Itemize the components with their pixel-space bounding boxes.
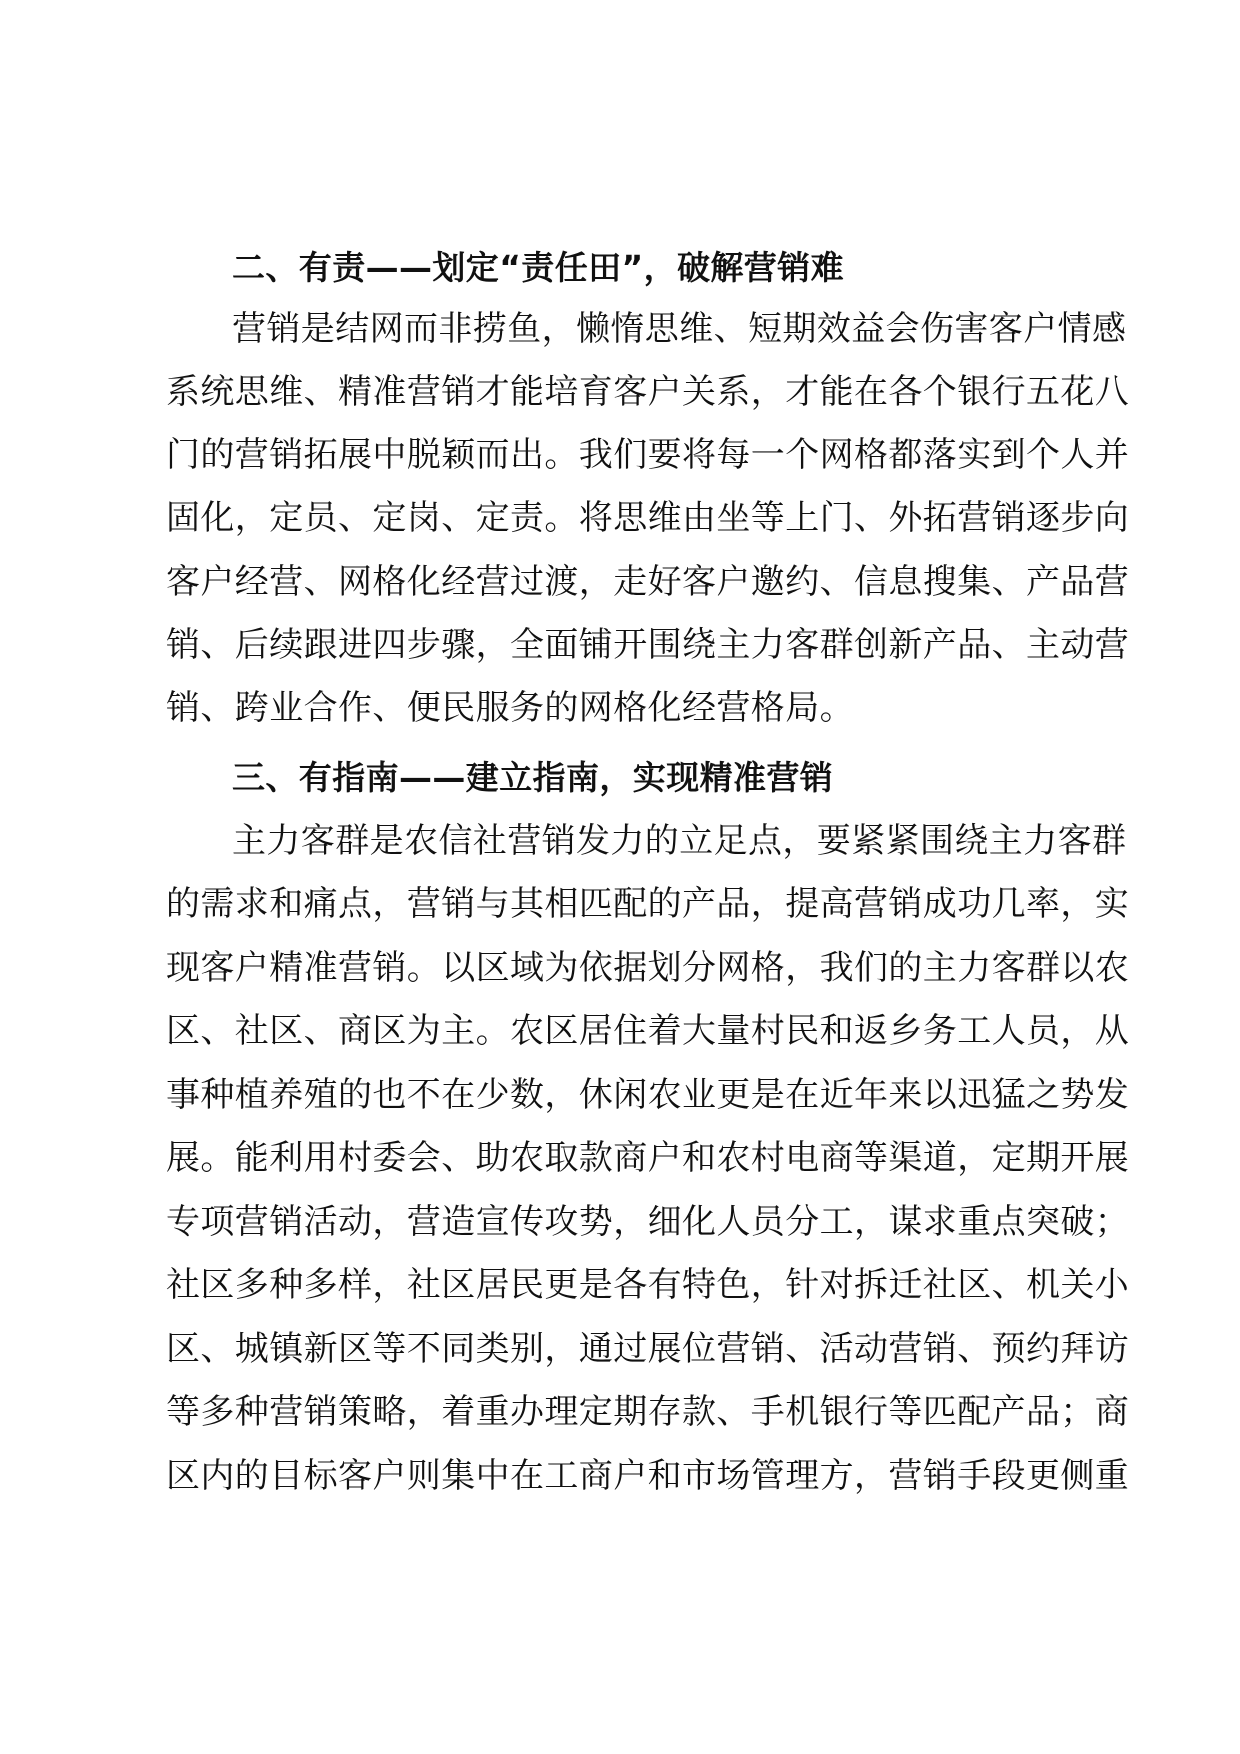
section-heading: 二、有责——划定“责任田”，破解营销难	[232, 248, 844, 287]
paragraph-line: 营销是结网而非捞鱼，懒惰思维、短期效益会伤害客户情感	[232, 309, 1127, 349]
paragraph-line: 区、社区、商区为主。农区居住着大量村民和返乡务工人员，从	[166, 1011, 1130, 1051]
paragraph-line: 销、后续跟进四步骤，全面铺开围绕主力客群创新产品、主动营	[166, 625, 1130, 665]
paragraph-line: 社区多种多样，社区居民更是各有特色，针对拆迁社区、机关小	[166, 1265, 1130, 1305]
paragraph-line: 展。能利用村委会、助农取款商户和农村电商等渠道，定期开展	[166, 1138, 1130, 1178]
paragraph-line: 区内的目标客户则集中在工商户和市场管理方，营销手段更侧重	[166, 1456, 1130, 1496]
paragraph-line: 销、跨业合作、便民服务的网格化经营格局。	[166, 688, 854, 728]
paragraph-line: 区、城镇新区等不同类别，通过展位营销、活动营销、预约拜访	[166, 1329, 1130, 1369]
paragraph-line: 专项营销活动，营造宣传攻势，细化人员分工，谋求重点突破；	[166, 1202, 1130, 1242]
paragraph-line: 事种植养殖的也不在少数，休闲农业更是在近年来以迅猛之势发	[166, 1075, 1130, 1115]
paragraph-line: 现客户精准营销。以区域为依据划分网格，我们的主力客群以农	[166, 948, 1130, 988]
paragraph-line: 客户经营、网格化经营过渡，走好客户邀约、信息搜集、产品营	[166, 562, 1130, 602]
paragraph-line: 门的营销拓展中脱颖而出。我们要将每一个网格都落实到个人并	[166, 435, 1130, 475]
paragraph-line: 等多种营销策略，着重办理定期存款、手机银行等匹配产品；商	[166, 1392, 1130, 1432]
paragraph-line: 固化，定员、定岗、定责。将思维由坐等上门、外拓营销逐步向	[166, 498, 1130, 538]
paragraph-line: 主力客群是农信社营销发力的立足点，要紧紧围绕主力客群	[232, 821, 1127, 861]
paragraph-line: 系统思维、精准营销才能培育客户关系，才能在各个银行五花八	[166, 372, 1130, 412]
paragraph-line: 的需求和痛点，营销与其相匹配的产品，提高营销成功几率，实	[166, 884, 1130, 924]
section-heading: 三、有指南——建立指南，实现精准营销	[232, 758, 834, 797]
